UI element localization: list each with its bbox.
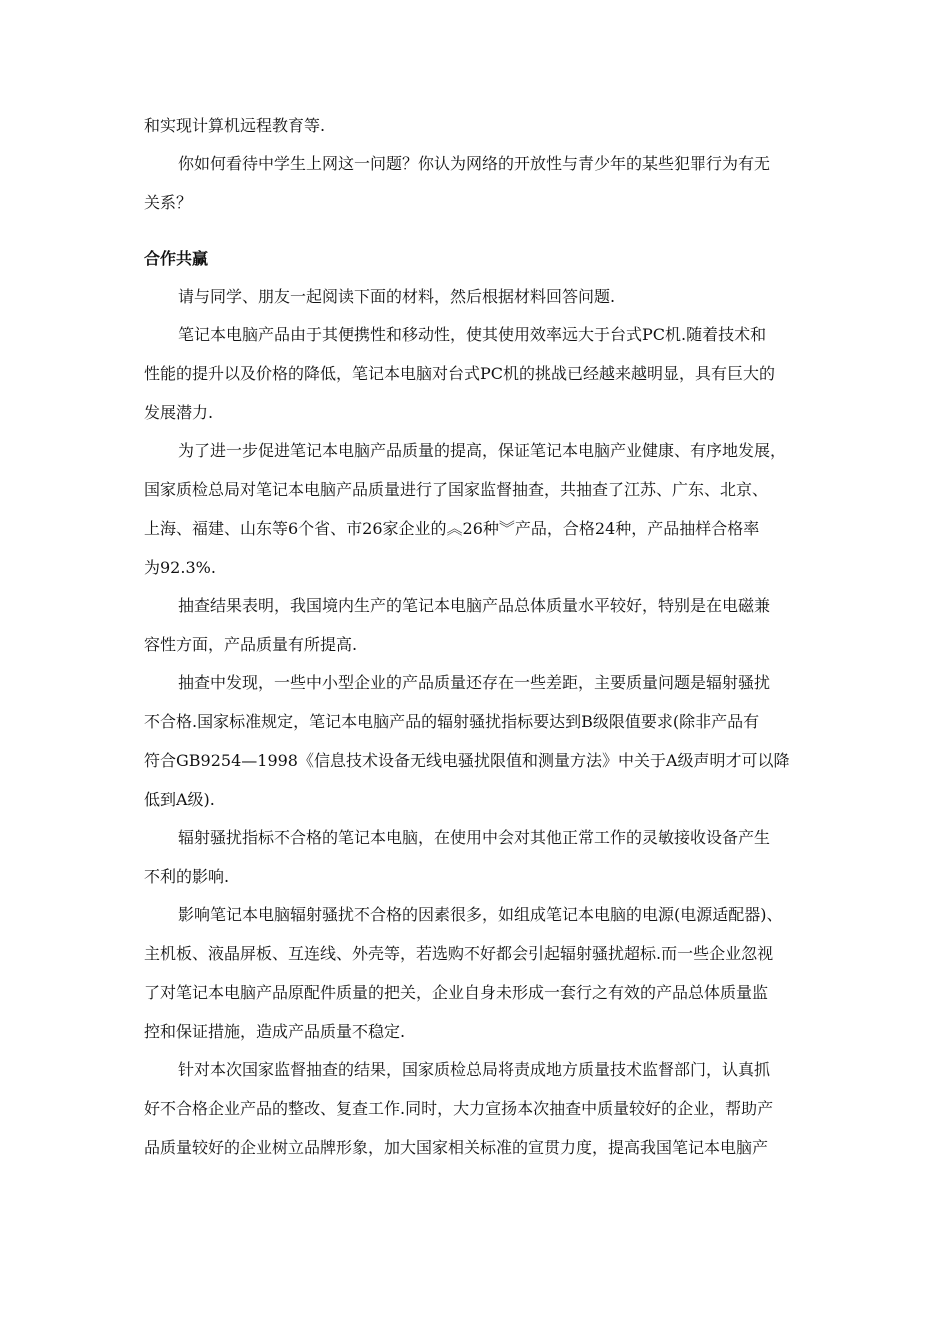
- paragraph-3: [144, 596, 812, 655]
- paragraph-2: [144, 441, 812, 578]
- text-line: 容性方面，产品质量有所提高.: [144, 635, 358, 654]
- paragraph-4: [144, 673, 812, 810]
- text-line: 为92.3%.: [144, 558, 216, 577]
- text-line: 不利的影响.: [144, 867, 230, 886]
- text-line: 关系？: [144, 193, 193, 212]
- text-line: 主机板、液晶屏板、互连线、外壳等，若选购不好都会引起辐射骚扰超标.而一些企业忽视: [144, 944, 774, 963]
- text-line: 性能的提升以及价格的降低，笔记本电脑对台式PC机的挑战已经越来越明显，具有巨大的: [144, 364, 776, 383]
- text-line: 抽查中发现，一些中小型企业的产品质量还存在一些差距，主要质量问题是辐射骚扰: [178, 673, 771, 692]
- text-line: 不合格.国家标准规定，笔记本电脑产品的辐射骚扰指标要达到B级限值要求(除非产品有: [144, 712, 760, 731]
- paragraph-question: [144, 154, 812, 213]
- text-line: 抽查结果表明，我国境内生产的笔记本电脑产品总体质量水平较好，特别是在电磁兼: [178, 596, 771, 615]
- text-line: 上海、福建、山东等6个省、市26家企业的︽26种︾产品，合格24种，产品抽样合格率: [144, 519, 760, 538]
- text-line: 好不合格企业产品的整改、复查工作.同时，大力宣扬本次抽查中质量较好的企业，帮助产: [144, 1099, 774, 1118]
- text-line: 请与同学、朋友一起阅读下面的材料，然后根据材料回答问题.: [178, 287, 616, 306]
- text-line: 笔记本电脑产品由于其便携性和移动性，使其使用效率远大于台式PC机.随着技术和: [178, 325, 767, 344]
- text-line: 品质量较好的企业树立品牌形象，加大国家相关标准的宣贯力度，提高我国笔记本电脑产: [144, 1138, 769, 1157]
- text-line: 控和保证措施，造成产品质量不稳定.: [144, 1022, 406, 1041]
- text-line: 了对笔记本电脑产品原配件质量的把关，企业自身未形成一套行之有效的产品总体质量监: [144, 983, 769, 1002]
- text-line: 为了进一步促进笔记本电脑产品质量的提高，保证笔记本电脑产业健康、有序地发展，: [178, 441, 787, 460]
- text-line: 符合GB9254—1998《信息技术设备无线电骚扰限值和测量方法》中关于A级声明才可以降: [144, 751, 790, 770]
- text-line: 和实现计算机远程教育等.: [144, 116, 326, 135]
- paragraph-continuation: [144, 116, 812, 136]
- text-line: 发展潜力.: [144, 403, 214, 422]
- section-heading: 合作共赢: [144, 249, 209, 268]
- text-line: 你如何看待中学生上网这一问题？你认为网络的开放性与青少年的某些犯罪行为有无: [178, 154, 771, 173]
- paragraph-7: [144, 1060, 812, 1158]
- text-line: 影响笔记本电脑辐射骚扰不合格的因素很多，如组成笔记本电脑的电源(电源适配器)、: [178, 905, 783, 924]
- text-line: 针对本次国家监督抽查的结果，国家质检总局将责成地方质量技术监督部门，认真抓: [178, 1060, 771, 1079]
- paragraph-5: [144, 828, 812, 887]
- text-line: 国家质检总局对笔记本电脑产品质量进行了国家监督抽查，共抽查了江苏、广东、北京、: [144, 480, 769, 499]
- paragraph-1: [144, 325, 812, 423]
- text-line: 低到A级).: [144, 790, 215, 809]
- document-page: [144, 116, 812, 1176]
- paragraph-intro: [144, 287, 812, 307]
- text-line: 辐射骚扰指标不合格的笔记本电脑，在使用中会对其他正常工作的灵敏接收设备产生: [178, 828, 771, 847]
- paragraph-6: [144, 905, 812, 1042]
